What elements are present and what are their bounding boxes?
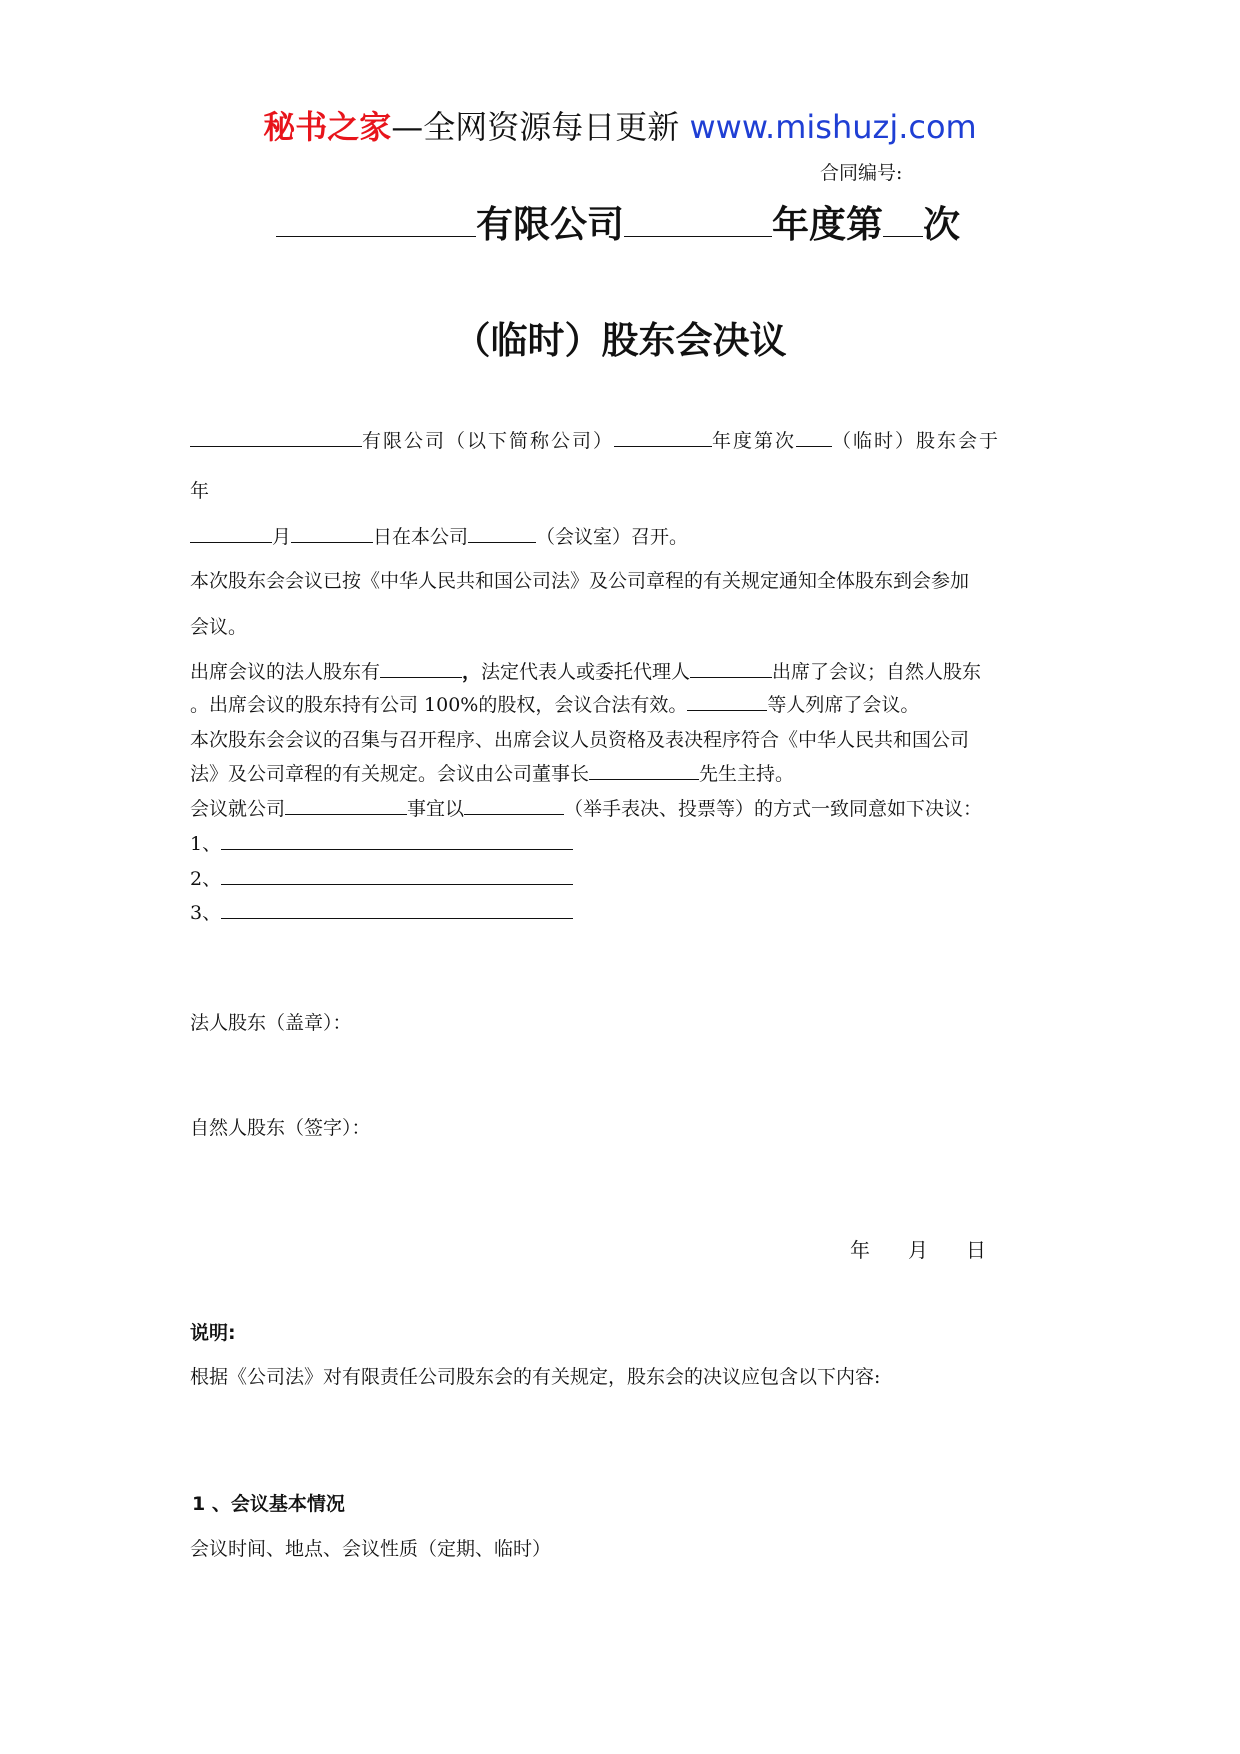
- section1-title: 1 、会议基本情况: [192, 1493, 345, 1515]
- signature-date: [850, 1234, 1024, 1263]
- resolution-item-2: 2、: [190, 864, 573, 891]
- blank-legal-shareholder[interactable]: [380, 658, 462, 678]
- legal-shareholder-seal-label: 法人股东（盖章）：: [190, 1012, 352, 1034]
- document-title-line1: 有限公司 年度第 次: [276, 194, 960, 248]
- banner-url-link[interactable]: www.mishuzj.com: [689, 108, 977, 146]
- blank-observers[interactable]: [687, 691, 767, 711]
- paragraph-procedure-1: 本次股东会会议的召集与召开程序、出席会议人员资格及表决程序符合《中华人民共和国公司: [190, 729, 970, 751]
- site-banner: [0, 102, 1240, 148]
- blank-year[interactable]: [624, 199, 772, 237]
- document-title-line2: （临时）股东会决议: [453, 319, 787, 362]
- paragraph-procedure-2: 法》及公司章程的有关规定。会议由公司董事长 先生主持。: [190, 759, 794, 786]
- paragraph-meeting-intro: 有限公司（以下简称公司） 年度第次 （临时）股东会于: [190, 426, 1000, 453]
- natural-shareholder-signature-label: 自然人股东（签字）：: [190, 1117, 371, 1139]
- blank-session-number[interactable]: [883, 199, 923, 237]
- resolution-item-3: 3、: [190, 898, 573, 925]
- blank-resolution-2[interactable]: [221, 865, 573, 885]
- date-month-label: 月: [908, 1238, 928, 1262]
- banner-brand: 秘书之家: [263, 108, 392, 146]
- notes-intro: 根据《公司法》对有限责任公司股东会的有关规定，股东会的决议应包含以下内容:: [190, 1366, 881, 1388]
- blank-day[interactable]: [291, 523, 373, 543]
- paragraph-date-place: 月 日在本公司 （会议室）召开。: [190, 522, 688, 549]
- blank-session-2[interactable]: [796, 427, 832, 447]
- blank-meeting-room[interactable]: [468, 523, 536, 543]
- paragraph-attendance-2: 。出席会议的股东持有公司 100%的股权，会议合法有效。 等人列席了会议。: [190, 690, 919, 717]
- blank-resolution-3[interactable]: [221, 899, 573, 919]
- blank-company-name[interactable]: [276, 199, 476, 237]
- date-day-label: 日: [966, 1238, 986, 1262]
- paragraph-notice-1: 本次股东会会议已按《中华人民共和国公司法》及公司章程的有关规定通知全体股东到会参加: [190, 570, 970, 592]
- resolution-item-1: 1、: [190, 829, 573, 856]
- banner-tagline: —全网资源每日更新: [391, 108, 690, 146]
- notes-heading: 说明:: [190, 1322, 236, 1344]
- section1-body: 会议时间、地点、会议性质（定期、临时）: [190, 1538, 552, 1560]
- contract-number-label: 合同编号:: [820, 162, 903, 184]
- blank-representative[interactable]: [690, 658, 772, 678]
- paragraph-notice-2: 会议。: [190, 616, 248, 638]
- blank-voting-method[interactable]: [464, 795, 564, 815]
- blank-month[interactable]: [190, 523, 272, 543]
- blank-resolution-1[interactable]: [221, 830, 573, 850]
- date-year-label: 年: [850, 1238, 870, 1262]
- blank-company[interactable]: [190, 427, 362, 447]
- paragraph-attendance-1: 出席会议的法人股东有 ，法定代表人或委托代理人 出席了会议；自然人股东: [190, 657, 981, 684]
- paragraph-year: 年: [190, 480, 210, 502]
- blank-year-2[interactable]: [614, 427, 712, 447]
- blank-chairman[interactable]: [589, 760, 699, 780]
- blank-matter[interactable]: [285, 795, 407, 815]
- paragraph-resolution-intro: 会议就公司 事宜以 （举手表决、投票等）的方式一致同意如下决议：: [190, 794, 982, 821]
